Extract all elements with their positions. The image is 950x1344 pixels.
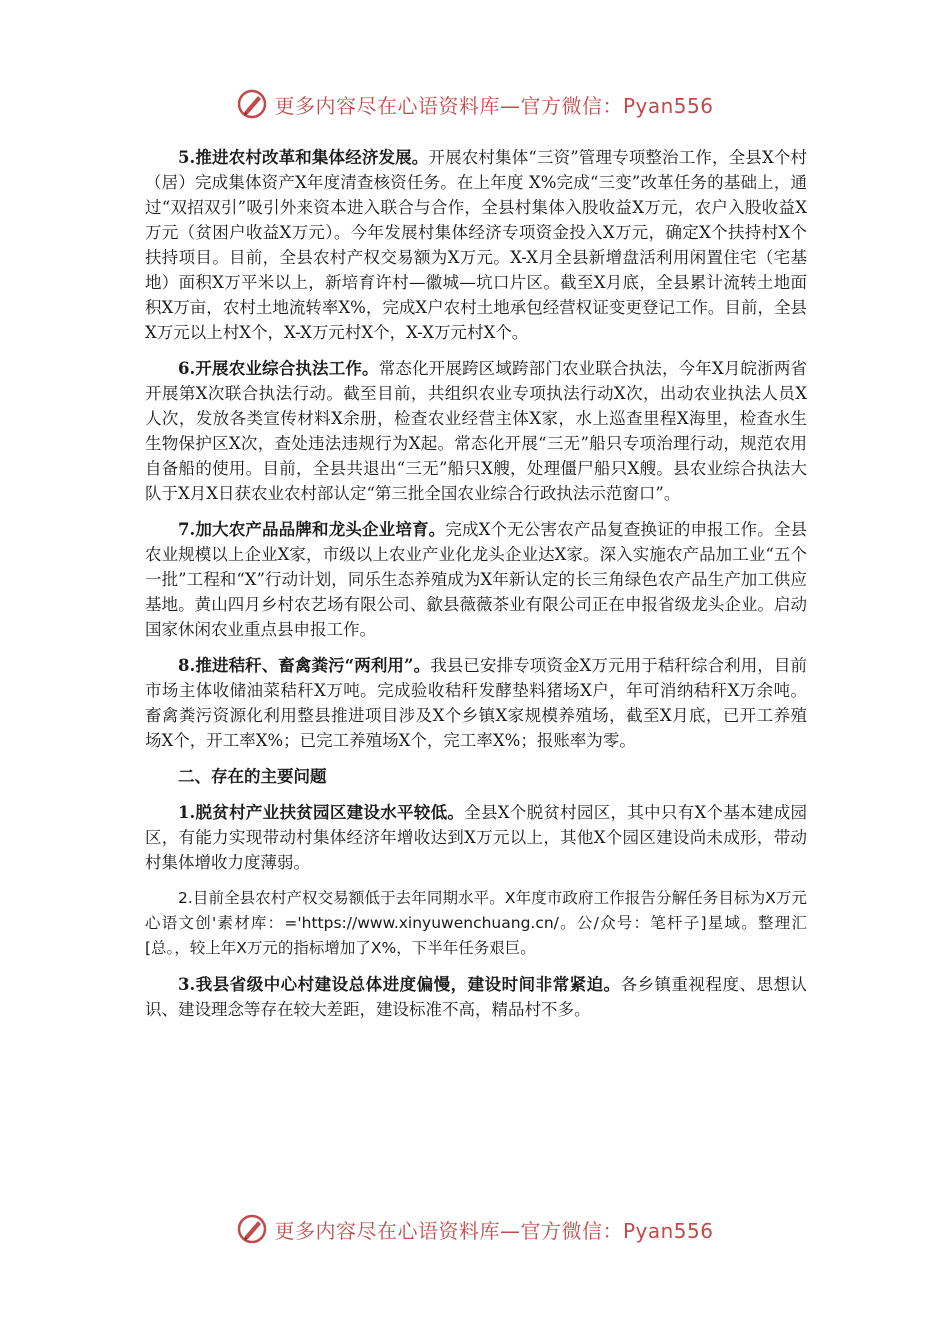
section-body: 常态化开展跨区域跨部门农业联合执法，今年X月皖浙两省开展第X次联合执法行动。截至目前，共组织农业专项执法行动X次，出动农业执法人员X人次，发放各类宣传材料X余册，检查农业经营主体X家，水上巡查里程X海里，检查水生生物保护区X次，查处违法违规行为X起。常态化开展“三无”船只专项治理行动，规范农用自备船的使用。目前，全县共退出“三无”船只X艘，处理僵尸船只X艘。县农业综合执法大队于X月X日获农业农村部认定“第三批全国农业综合行政执法示范窗口”。 — [145, 359, 807, 503]
section-7 — [145, 517, 807, 642]
problem-body: 全县X个脱贫村园区，其中只有X个基本建成园区，有能力实现带动村集体经济年增收达到X万元以上，其他X个园区建设尚未成形，带动村集体增收力度薄弱。 — [145, 803, 807, 872]
section-5 — [145, 145, 807, 345]
document-body — [145, 145, 807, 1033]
banner-text: 更多内容尽在心语资料库—官方微信：Pyan556 — [274, 1218, 714, 1243]
section-body: 开展农村集体“三资”管理专项整治工作，全县X个村（居）完成集体资产X年度清查核资任务。在上年度 X%完成“三变”改革任务的基础上，通过“双招双引”吸引外来资本进入联合与合作，全县村集体入股收益X万元，农户入股收益X万元（贫困户收益X万元）。今年发展村集体经济专项资金投入X万元，确定X个扶持村X个扶持项目。目前，全县农村产权交易额为X万元。X-X月全县新增盘活利用闲置住宅（宅基地）面积X万平米以上，新培育许村—徽城—坑口片区。截至X月底，全县累计流转土地面积X万亩，农村土地流转率X%，完成X户农村土地承包经营权证变更登记工作。目前，全县X万元以上村X个，X-X万元村X个，X-X万元村X个。 — [145, 148, 807, 342]
problem-body: 2.目前全县农村产权交易额低于去年同期水平。X年度市政府工作报告分解任务目标为X万元心语文创'素材库：='https://www.xinyuwenchuang.cn/。公/众号：笔杆子]星域。整理汇[总。，较上年X万元的指标增加了X%，下半年任务艰巨。 — [145, 889, 807, 957]
problem-title: 1.脱贫村产业扶贫园区建设水平较低。 — [178, 803, 465, 822]
problem-1 — [145, 800, 807, 875]
section-8 — [145, 653, 807, 753]
section-body: 完成X个无公害农产品复查换证的申报工作。全县农业规模以上企业X家，市级以上农业产业化龙头企业达X家。深入实施农产品加工业“五个一批”工程和“X”行动计划，同乐生态养殖成为X年新认定的长三角绿色农产品生产加工供应基地。黄山四月乡村农艺场有限公司、歙县薇薇茶业有限公司正在申报省级龙头企业。启动国家休闲农业重点县申报工作。 — [145, 520, 807, 639]
section-heading: 二、存在的主要问题 — [178, 767, 327, 786]
problem-body: 各乡镇重视程度、思想认识、建设理念等存在较大差距，建设标准不高，精品村不多。 — [145, 975, 807, 1019]
banner-text: 更多内容尽在心语资料库—官方微信：Pyan556 — [274, 93, 714, 118]
pen-logo-icon — [236, 88, 268, 120]
footer-banner — [0, 1209, 950, 1249]
problem-2 — [145, 886, 807, 961]
section-title: 5.推进农村改革和集体经济发展。 — [178, 148, 429, 167]
section-6 — [145, 356, 807, 506]
pen-logo-icon — [236, 1213, 268, 1245]
section-title: 7.加大农产品品牌和龙头企业培育。 — [178, 520, 446, 539]
section-title: 8.推进秸秆、畜禽粪污“两利用”。 — [178, 656, 431, 675]
section-body: 我县已安排专项资金X万元用于秸秆综合利用，目前市场主体收储油菜秸秆X万吨。完成验收秸秆发酵垫料猪场X户，年可消纳秸秆X万余吨。畜禽粪污资源化利用整县推进项目涉及X个乡镇X家规模养殖场，截至X月底，已开工养殖场X个，开工率X%；已完工养殖场X个，完工率X%；报账率为零。 — [145, 656, 807, 750]
section-title: 6.开展农业综合执法工作。 — [178, 359, 379, 378]
problem-title: 3.我县省级中心村建设总体进度偏慢，建设时间非常紧迫。 — [178, 975, 621, 994]
problem-3 — [145, 972, 807, 1022]
header-banner — [0, 84, 950, 124]
